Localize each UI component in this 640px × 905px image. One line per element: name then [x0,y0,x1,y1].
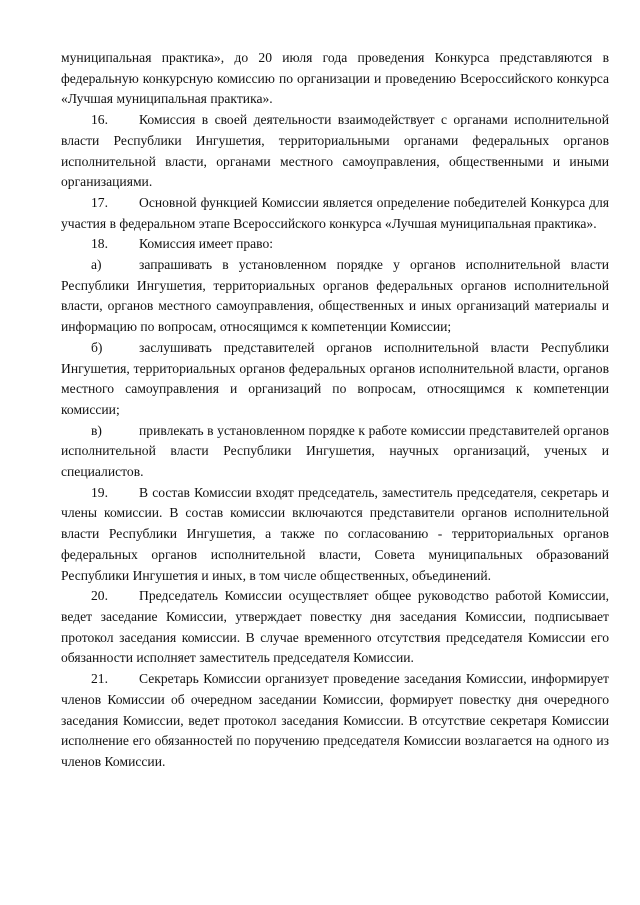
subitem-v [61,421,609,483]
paragraph-18 [61,234,609,255]
paragraph-19 [61,483,609,587]
paragraph-text: Председатель Комиссии осуществляет общее руководство работой Комиссии, ведет заседание Комиссии, утверждает повестку дня заседания Комиссии, подписывает протокол заседания комиссии. В случае временного отсутствия председателя Комиссии его обязанности исполняет заместитель председателя Комиссии. [61,588,609,666]
paragraph-text: В состав Комиссии входят председатель, заместитель председателя, секретарь и члены комиссии. В состав комиссии включаются представители органов исполнительной власти Республики Ингушетия, а также по согласованию - территориальных органов федеральных органов исполнительной власти, Совета муниципальных образований Республики Ингушетия и иных, в том числе общественных, объединений. [61,484,609,583]
subitem-marker: а) [91,257,102,273]
paragraph-number: 17. [91,194,108,210]
paragraph-number: 16. [91,112,108,128]
paragraph-16 [61,110,609,193]
subitem-marker: б) [91,339,103,355]
paragraph-17 [61,193,609,234]
paragraph-text: муниципальная практика», до 20 июля года проведения Конкурса представляются в федеральную конкурсную комиссию по организации и проведению Всероссийского конкурса «Лучшая муниципальная практика». [61,50,609,107]
paragraph-text: Основной функцией Комиссии является определение победителей Конкурса для участия в федеральном этапе Всероссийского конкурса «Лучшая муниципальная практика». [61,194,609,231]
paragraph-number: 18. [91,236,108,252]
paragraph-number: 20. [91,588,108,604]
subitem-text: привлекать в установленном порядке к работе комиссии представителей органов исполнительной власти Республики Ингушетия, научных организаций, ученых и специалистов. [61,422,609,480]
paragraph-number: 19. [91,484,108,500]
paragraph-number: 21. [91,671,108,687]
paragraph-text: Комиссия в своей деятельности взаимодействует с органами исполнительной власти Республики Ингушетия, территориальными органами федеральных органов исполнительной власти, органами местного самоуправления, общественными и иными организациями. [61,112,609,190]
paragraph-21 [61,669,609,773]
paragraph-text: Комиссия имеет право: [139,236,274,252]
paragraph-text: Секретарь Комиссии организует проведение заседания Комиссии, информирует членов Комиссии об очередном заседании Комиссии, формирует повестку дня очередного заседания Комиссии, ведет протокол заседания Комиссии. В отсутствие секретаря Комиссии исполнение его обязанностей по поручению председателя Комиссии возлагается на одного из членов Комиссии. [61,671,609,769]
paragraph-20 [61,586,609,669]
subitem-a [61,255,609,338]
subitem-text: запрашивать в установленном порядке у органов исполнительной власти Республики Ингушетия, территориальных органов федеральных органов исполнительной власти, органов местного самоуправления, общественных и иных организаций материалы и информацию по вопросам, относящимся к компетенции Комиссии; [61,257,609,335]
subitem-marker: в) [91,422,102,438]
paragraph-continuation [61,48,609,110]
subitem-b [61,338,609,421]
subitem-text: заслушивать представителей органов исполнительной власти Республики Ингушетия, территориальных органов федеральных органов исполнительной власти, органов местного самоуправления и организаций по вопросам, относящимся к компетенции комиссии; [61,339,609,417]
